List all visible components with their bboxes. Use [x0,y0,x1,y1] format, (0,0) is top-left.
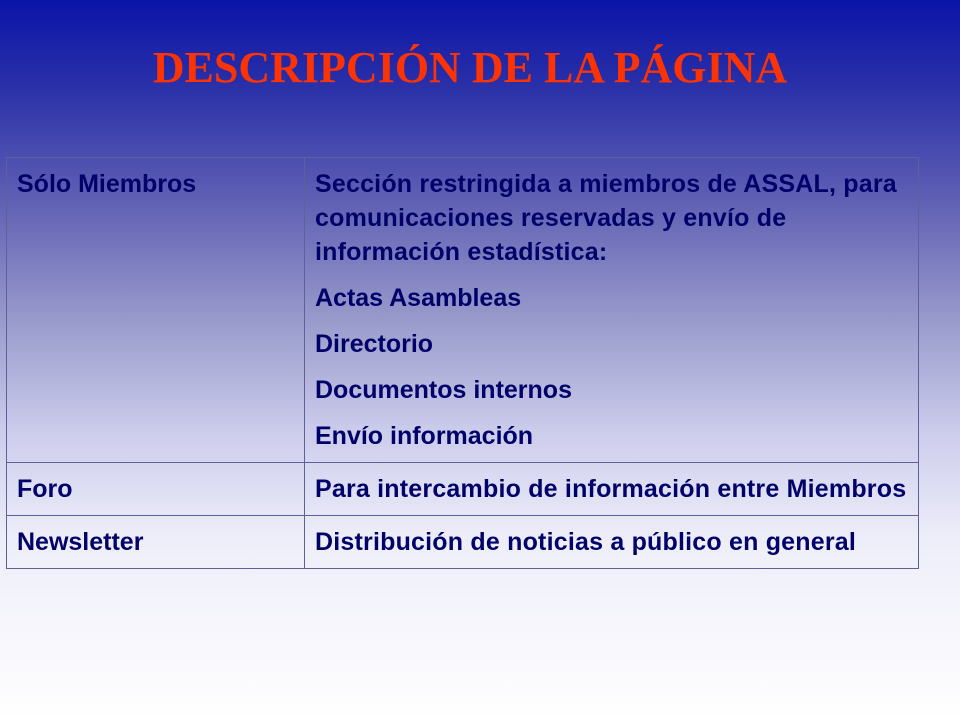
row-description-cell [305,463,919,516]
row-description-cell [305,516,919,569]
list-item-actas-asambleas: Actas Asambleas [315,284,522,312]
row-description: Distribución de noticias a público en general [315,528,857,556]
row-label: Sólo Miembros [7,158,305,463]
list-item-documentos-internos: Documentos internos [315,376,572,404]
slide-title: DESCRIPCIÓN DE LA PÁGINA [152,43,788,92]
row-label: Foro [7,463,305,516]
table-row-newsletter [7,516,919,569]
table-row-foro [7,463,919,516]
info-table [6,157,919,569]
list-item-envio-informacion: Envío información [315,422,534,450]
members-section-list [315,281,908,453]
row-description-cell [305,158,919,463]
row-description: Sección restringida a miembros de ASSAL, para comunicaciones reservadas y envío de información estadística: [315,170,897,266]
table-row-solo-miembros [7,158,919,463]
row-label: Newsletter [7,516,305,569]
list-item-directorio: Directorio [315,330,434,358]
row-description: Para intercambio de información entre Miembros [315,475,907,503]
